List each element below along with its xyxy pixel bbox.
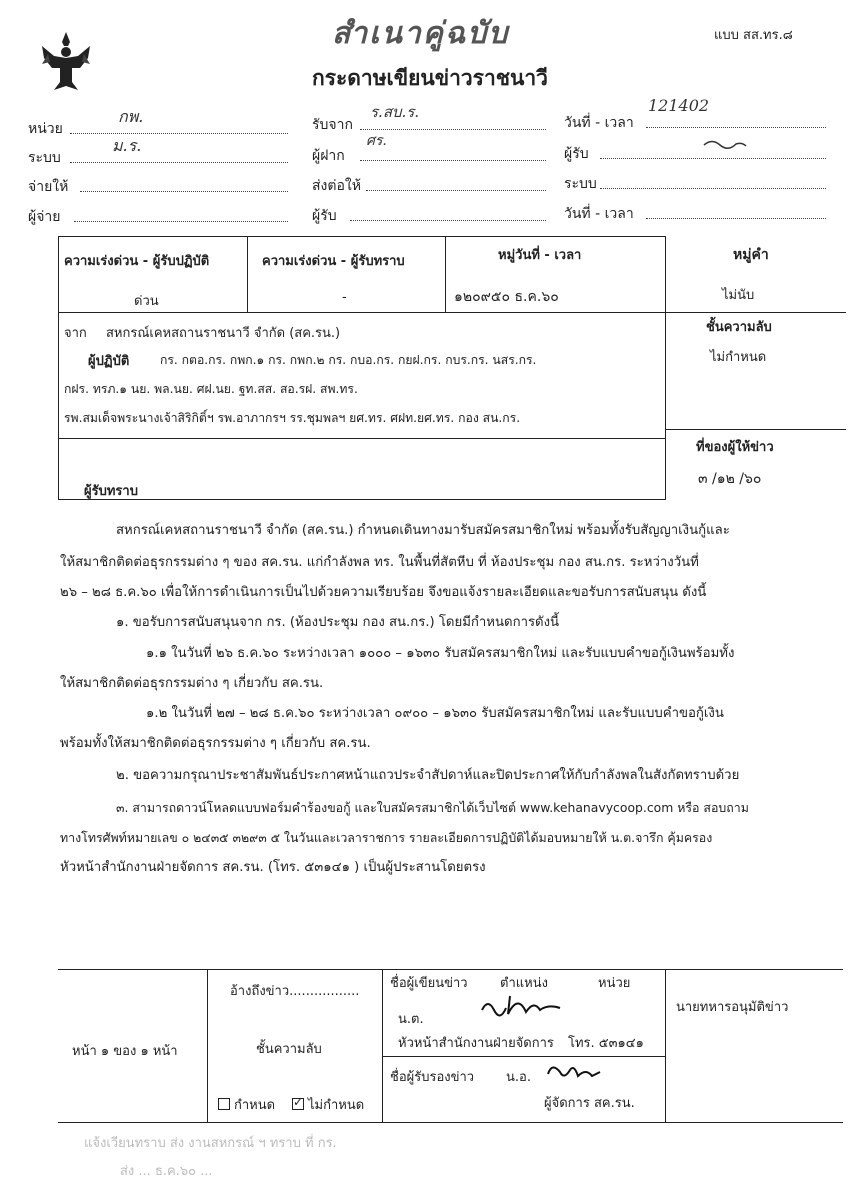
receiver-right-label: ผู้รับ [564, 146, 589, 162]
depositor-label: ผู้ฝาก [312, 148, 345, 164]
classification-value: ไม่กำหนด [710, 350, 767, 365]
action-label: ผู้ปฏิบัติ [88, 354, 130, 369]
date-time-1-label: วันที่ - เวลา [564, 115, 634, 131]
approver-label: นายทหารอนุมัติข่าว [676, 1000, 789, 1015]
body-line-2: ให้สมาชิกติดต่อธุรกรรมต่าง ๆ ของ สค.รน. แก่กำลังพล ทร. ในพื้นที่สัตหีบ ที่ ห้องประชุม กอง สน.กร. ระหว่างวันที่ [60, 555, 699, 570]
page-indicator: หน้า ๑ ของ ๑ หน้า [72, 1044, 178, 1059]
reference-label: ที่ของผู้ให้ข่าว [696, 440, 774, 455]
option-defined-label: กำหนด [234, 1098, 276, 1113]
info-label: ผู้รับทราบ [84, 484, 138, 499]
system-value[interactable]: ม.ร. [112, 136, 142, 155]
dtg-label: หมู่วันที่ - เวลา [498, 248, 582, 263]
action-line-1: กร. กตอ.กร. กพก.๑ กร. กพก.๒ กร. กบอ.กร. กยฝ.กร. กบร.กร. นสร.กร. [160, 353, 537, 367]
faint-note-1: แจ้งเวียนทราบ ส่ง งานสหกรณ์ ฯ ทราบ ที่ กร. [84, 1136, 337, 1151]
priority-info-value: - [342, 290, 347, 305]
footer-classification-label: ชั้นความลับ [256, 1042, 322, 1057]
checkbox-defined[interactable] [218, 1098, 230, 1110]
certifier-label: ชื่อผู้รับรองข่าว [390, 1070, 475, 1085]
body-line-7: ๑.๒ ในวันที่ ๒๗ – ๒๘ ธ.ค.๖๐ ระหว่างเวลา ๐๙๐๐ – ๑๖๓๐ รับสมัครสมาชิกใหม่ และรับแบบคำขอกู้เงิน [146, 706, 724, 721]
system-right-label: ระบบ [564, 176, 597, 192]
from-label: จาก [64, 326, 87, 341]
writer-position: หัวหน้าสำนักงานฝ่ายจัดการ [398, 1036, 554, 1051]
writer-label: ชื่อผู้เขียนข่าว [390, 976, 468, 991]
certifier-signature-icon [544, 1060, 604, 1086]
dtg-value: ๑๒๐๙๕๐ ธ.ค.๖๐ [454, 289, 559, 305]
action-line-2: กฝร. ทรภ.๑ นย. พล.นย. ศฝ.นย. ฐท.สส. สอ.รฝ. สพ.ทร. [64, 382, 358, 396]
writer-signature-icon [478, 990, 564, 1020]
option-undefined[interactable] [292, 1094, 364, 1115]
date-time-2-label: วันที่ - เวลา [564, 206, 634, 222]
payer-label: ผู้จ่าย [28, 209, 61, 225]
classification-label: ชั้นความลับ [706, 320, 772, 335]
body-line-9: ๒. ขอความกรุณาประชาสัมพันธ์ประกาศหน้าแถวประจำสัปดาห์และปิดประกาศให้กับกำลังพลในสังกัดทราบด้วย [116, 768, 740, 783]
received-from-value[interactable]: ร.สบ.ร. [370, 103, 420, 121]
system-label: ระบบ [28, 150, 61, 166]
position-label: ตำแหน่ง [500, 976, 548, 991]
body-line-4: ๑. ขอรับการสนับสนุนจาก กร. (ห้องประชุม กอง สน.กร.) โดยมีกำหนดการดังนี้ [116, 615, 560, 630]
body-line-5: ๑.๑ ในวันที่ ๒๖ ธ.ค.๖๐ ระหว่างเวลา ๑๐๐๐ – ๑๖๓๐ รับสมัครสมาชิกใหม่ และรับแบบคำขอกู้เงินพร้อมทั้ง [146, 646, 735, 661]
reference-value: ๓ /๑๒ /๖๐ [698, 471, 762, 487]
body-line-6: ให้สมาชิกติดต่อธุรกรรมต่าง ๆ เกี่ยวกับ สค.รน. [60, 676, 324, 691]
faint-note-2: ส่ง ... ธ.ค.๖๐ ... [120, 1164, 213, 1179]
form-title: กระดาษเขียนข่าวราชนาวี [312, 66, 548, 90]
priority-action-label: ความเร่งด่วน - ผู้รับปฏิบัติ [64, 254, 210, 269]
table-top-border [58, 236, 666, 237]
garuda-emblem-icon [38, 28, 94, 92]
checkbox-undefined[interactable] [292, 1098, 304, 1110]
option-undefined-label: ไม่กำหนด [308, 1098, 365, 1113]
body-line-3: ๒๖ – ๒๘ ธ.ค.๖๐ เพื่อให้การดำเนินการเป็นไปด้วยความเรียบร้อย จึงขอแจ้งรายละเอียดและขอรับการสนับสนุน ดังนี้ [60, 585, 707, 600]
body-line-11: ทางโทรศัพท์หมายเลข ๐ ๒๔๓๕ ๓๒๙๓ ๕ ในวันและเวลาราชการ รายละเอียดการปฏิบัติได้มอบหมายให้ น.ต.จารึก คุ้มครอง [60, 830, 713, 845]
group-count-value: ไม่นับ [722, 288, 755, 303]
option-defined[interactable] [218, 1094, 275, 1115]
received-from-label: รับจาก [312, 117, 353, 133]
certifier-position: ผู้จัดการ สค.รน. [544, 1096, 635, 1111]
body-line-10: ๓. สามารถดาวน์โหลดแบบฟอร์มคำร้องขอกู้ และใบสมัครสมาชิกได้เว็บไซต์ www.kehanavycoop.com หรือ สอบถาม [116, 800, 749, 815]
priority-info-label: ความเร่งด่วน - ผู้รับทราบ [262, 254, 405, 269]
priority-action-value: ด่วน [134, 294, 159, 309]
group-count-label: หมู่คำ [733, 247, 769, 263]
receiver-mid-label: ผู้รับ [312, 208, 337, 224]
body-line-1: สหกรณ์เคหสถานราชนาวี จำกัด (สค.รน.) กำหนดเดินทางมารับสมัครสมาชิกใหม่ พร้อมทั้งรับสัญญาเงินกู้และ [116, 523, 730, 538]
forward-to-label: ส่งต่อให้ [312, 178, 361, 194]
reference-message-label: อ้างถึงข่าว................. [230, 984, 360, 999]
unit-value[interactable]: กพ. [118, 107, 144, 126]
form-code: แบบ สส.ทร.๘ [714, 28, 793, 43]
depositor-value[interactable]: ศร. [366, 133, 387, 149]
certifier-rank: น.อ. [506, 1070, 531, 1085]
receiver-signature-icon [702, 136, 748, 154]
unit-label: หน่วย [28, 121, 63, 137]
body-line-8: พร้อมทั้งให้สมาชิกติดต่อธุรกรรมต่าง ๆ เกี่ยวกับ สค.รน. [60, 736, 371, 751]
body-line-12: หัวหน้าสำนักงานฝ่ายจัดการ สค.รน. (โทร. ๕๓๑๔๑ ) เป็นผู้ประสานโดยตรง [60, 860, 486, 875]
writer-phone: โทร. ๕๓๑๔๑ [568, 1036, 644, 1051]
pay-to-label: จ่ายให้ [28, 179, 69, 195]
copy-stamp: สำเนาคู่ฉบับ [332, 16, 510, 51]
writer-rank: น.ต. [398, 1012, 424, 1027]
action-line-3: รพ.สมเด็จพระนางเจ้าสิริกิติ์ฯ รพ.อาภากรฯ รร.ชุมพลฯ ยศ.ทร. ศฝท.ยศ.ทร. กอง สน.กร. [64, 411, 521, 425]
unit-col-label: หน่วย [598, 976, 631, 991]
from-value: สหกรณ์เคหสถานราชนาวี จำกัด (สค.รน.) [106, 326, 341, 341]
date-time-1-value[interactable]: 121402 [648, 96, 710, 115]
